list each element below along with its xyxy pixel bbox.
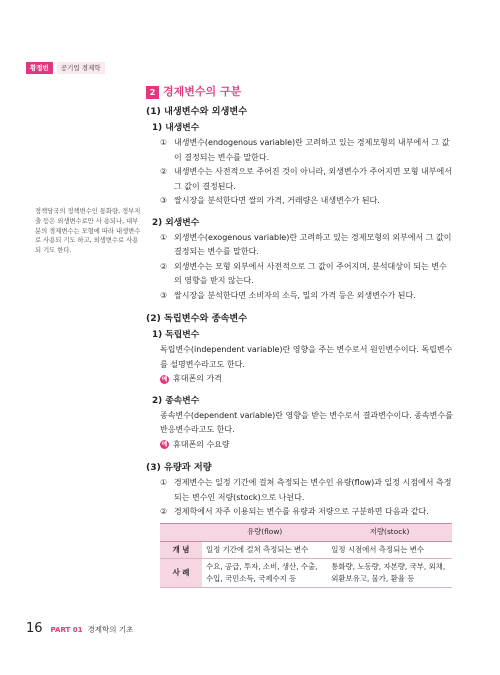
main-content xyxy=(146,83,454,588)
table-row xyxy=(160,558,452,587)
list-item: ② 경제학에서 자주 이용되는 변수를 유량과 저량으로 구분하면 다음과 같다. xyxy=(160,507,429,516)
table-cell: 일정 시점에서 측정되는 변수 xyxy=(327,541,452,558)
independent-text: 독립변수(independent variable)란 영향을 주는 변수로서 원인변수이다. 독립변수를 설명변수라고도 한다. xyxy=(160,345,453,369)
dependent-title: 2) 종속변수 xyxy=(152,395,200,406)
dependent-text: 종속변수(dependent variable)란 영향을 받는 변수로서 결과변수이다. 종속변수를 반응변수라고도 한다. xyxy=(160,410,453,434)
list-item: ③ 쌀시장을 분석한다면 소비자의 소득, 밀의 가격 등은 외생변수가 된다. xyxy=(160,290,416,300)
row-label: 사 례 xyxy=(160,558,202,587)
part-label: PART 01 xyxy=(50,626,83,634)
subsection-2-title: (2) 독립변수와 종속변수 xyxy=(146,313,248,324)
example-text: 휴대폰의 수요량 xyxy=(173,439,230,449)
table-cell: 통화량, 노동량, 자본량, 국부, 외채, 외환보유고, 물가, 환율 등 xyxy=(327,558,452,587)
list-item: ① 외생변수(exogenous variable)란 고려하고 있는 경제모형의 외부에서 그 값이 결정되는 변수를 말한다. xyxy=(160,232,452,256)
table-cell: 일정 기간에 걸쳐 측정되는 변수 xyxy=(202,541,327,558)
side-note: 정책당국의 정책변수인 통화량, 정부지출 등은 외생변수로만 사 용되나, 대부분의 경제변수는 모형에 따라 내생변수로 사용되 기도 하고, 외생변수로 사용되 기도 한다. xyxy=(35,208,141,255)
table-corner xyxy=(160,523,202,541)
section-title: 경제변수의 구분 xyxy=(163,84,242,98)
table-row xyxy=(160,541,452,558)
example-row xyxy=(160,372,454,387)
endogenous-title: 1) 내생변수 xyxy=(152,123,200,133)
list-item: ② 내생변수는 사전적으로 주어진 것이 아니라, 외생변수가 주어지면 모형 내부에서 그 값이 결정된다. xyxy=(160,167,452,191)
example-text: 휴대폰의 가격 xyxy=(173,374,222,383)
book-title: 공기업 경제학 xyxy=(57,62,105,74)
example-icon: 예 xyxy=(161,375,168,383)
subsection-1-title: (1) 내생변수와 외생변수 xyxy=(146,106,248,117)
column-header-stock: 저량(stock) xyxy=(327,523,452,541)
example-row xyxy=(160,438,454,453)
exogenous-title: 2) 외생변수 xyxy=(152,217,200,228)
list-item: ① 경제변수는 일정 기간에 걸쳐 측정되는 변수인 유량(flow)과 일정 시점에서 측정되는 변수인 저량(stock)으로 나뉜다. xyxy=(160,478,452,502)
subsection-3-title: (3) 유량과 저량 xyxy=(146,462,212,473)
independent-title: 1) 독립변수 xyxy=(152,330,200,340)
flow-stock-table xyxy=(160,523,452,588)
part-title: 경제학의 기초 xyxy=(87,625,134,634)
author-chip: 황정빈 xyxy=(26,62,53,74)
section-number-icon: 2 xyxy=(146,86,159,99)
column-header-flow: 유량(flow) xyxy=(202,523,327,541)
example-icon: 예 xyxy=(161,441,168,449)
row-label: 개 념 xyxy=(160,541,202,558)
list-item: ① 내생변수(endogenous variable)란 고려하고 있는 경제모형의 내부에서 그 값이 결정되는 변수를 말한다. xyxy=(160,138,450,162)
page-footer xyxy=(26,621,133,636)
section-heading xyxy=(146,83,454,101)
table-header-row xyxy=(160,523,452,541)
list-item: ② 외생변수는 모형 외부에서 사전적으로 그 값이 주어지며, 분석대상이 되는 변수의 영향을 받지 않는다. xyxy=(160,261,447,285)
running-header xyxy=(26,62,105,74)
list-item: ③ 쌀시장을 분석한다면 쌀의 가격, 거래량은 내생변수가 된다. xyxy=(160,196,380,205)
table-cell: 수요, 공급, 투자, 소비, 생산, 수출, 수입, 국민소득, 국제수지 등 xyxy=(202,558,327,587)
page-number: 16 xyxy=(26,621,43,636)
